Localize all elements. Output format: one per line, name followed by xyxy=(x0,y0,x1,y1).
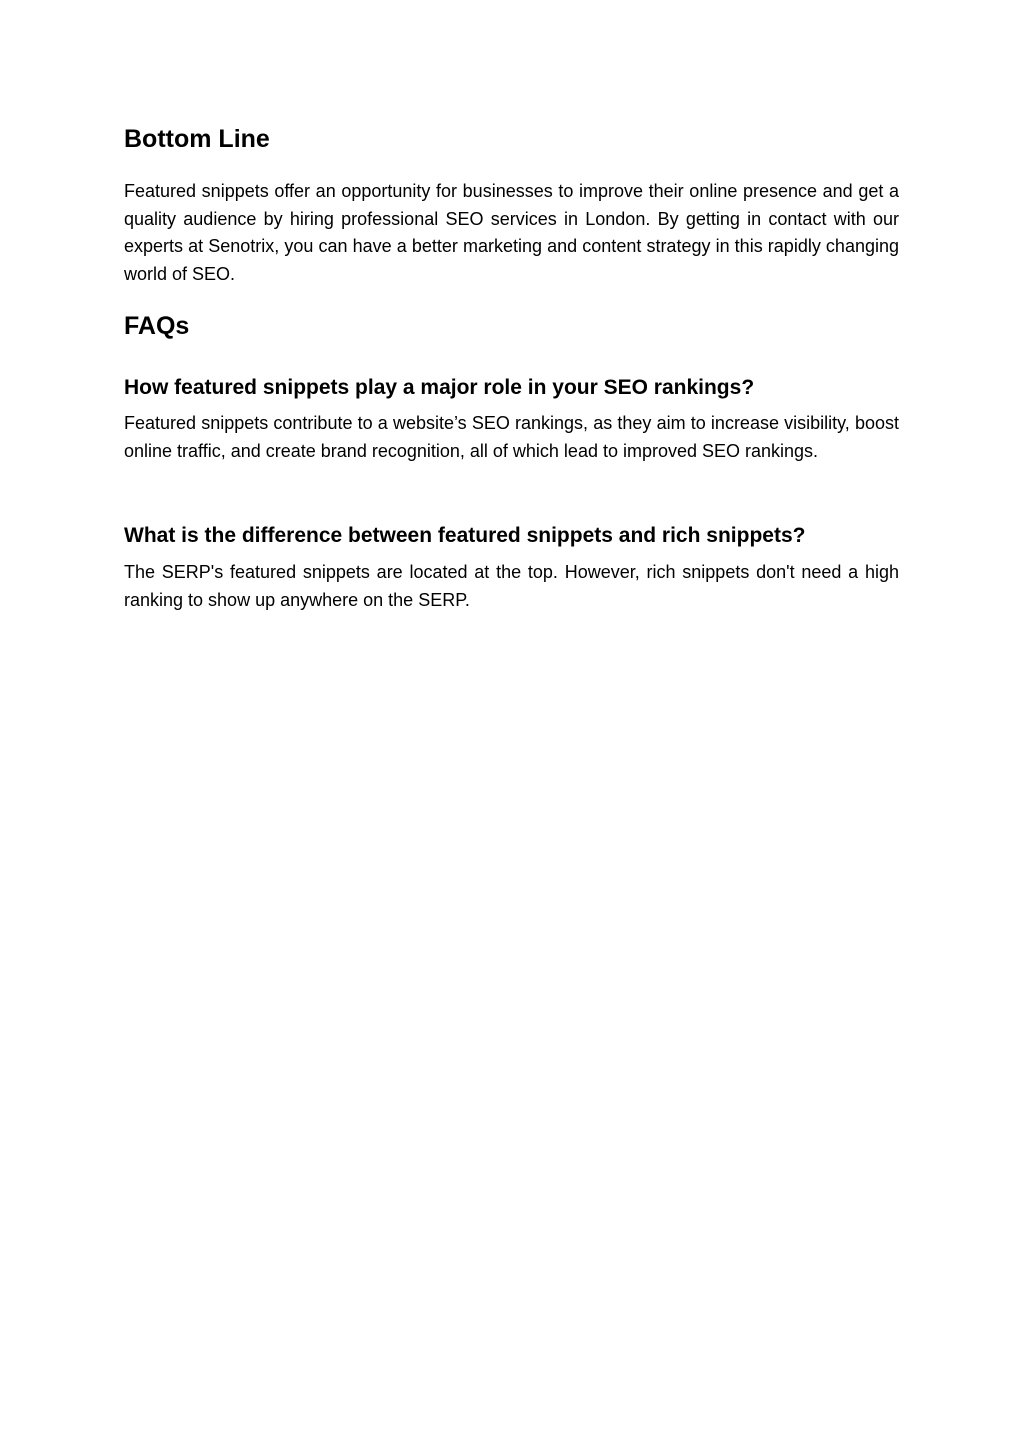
faq-answer: The SERP's featured snippets are located at the top. However, rich snippets don't need a high ranking to show up anywhere on the SERP. xyxy=(124,562,899,610)
faq-question: How featured snippets play a major role in your SEO rankings? xyxy=(124,376,755,399)
faq-question: What is the difference between featured snippets and rich snippets? xyxy=(124,524,806,547)
bottom-line-heading: Bottom Line xyxy=(124,125,270,153)
faq-answer: Featured snippets contribute to a website’s SEO rankings, as they aim to increase visibility, boost online traffic, and create brand recognition, all of which lead to improved SEO rankings. xyxy=(124,413,899,461)
bottom-line-paragraph: Featured snippets offer an opportunity for businesses to improve their online presence and get a quality audience by hiring professional SEO services in London. By getting in contact with our experts at Senotrix, you can have a better marketing and content strategy in this rapidly changing world of SEO. xyxy=(124,181,899,284)
faqs-heading: FAQs xyxy=(124,312,190,340)
